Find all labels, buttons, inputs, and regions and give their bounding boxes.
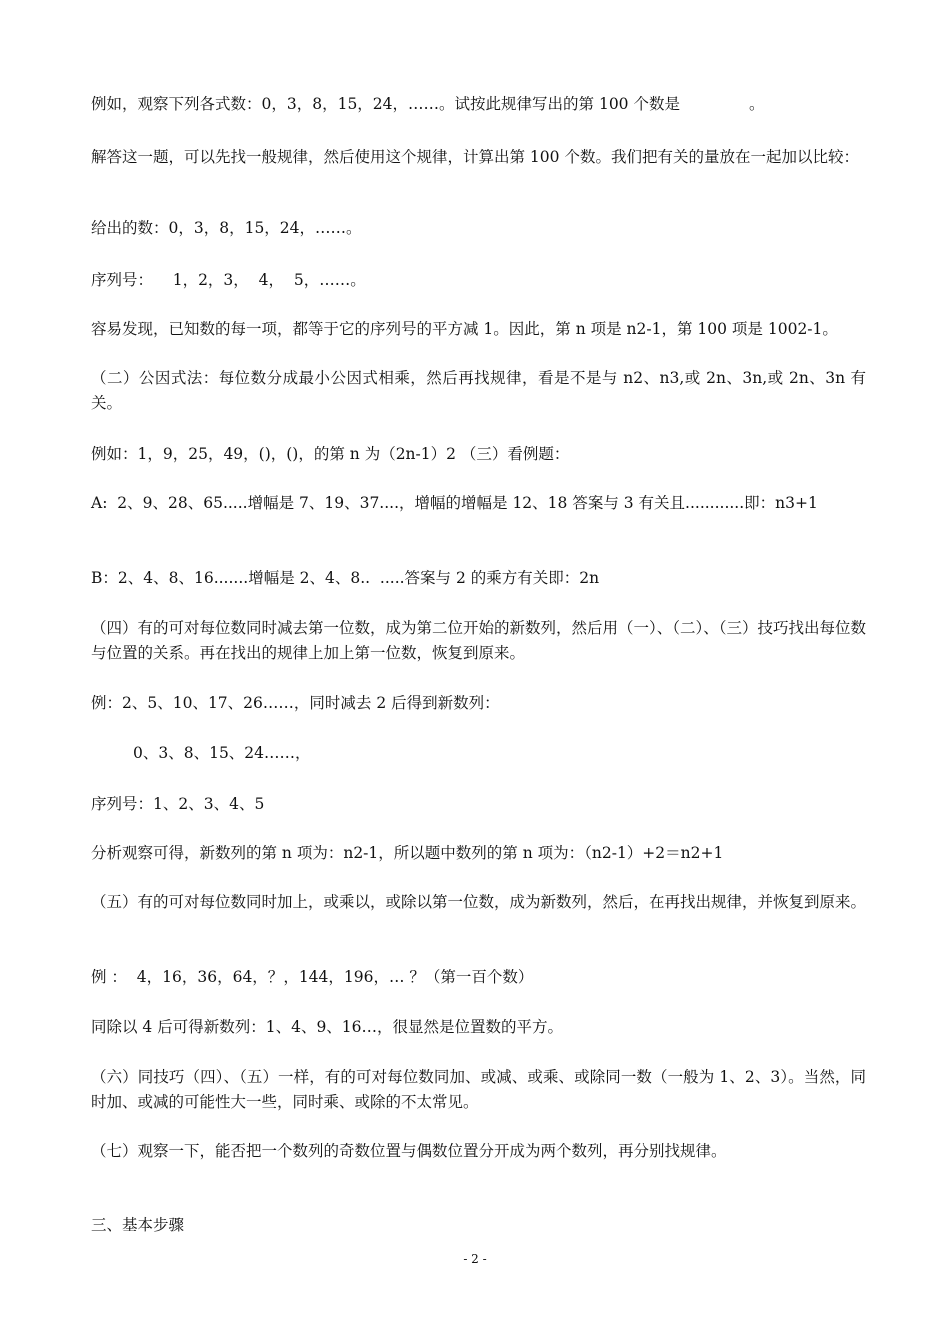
paragraph-new-sequence: 0、3、8、15、24……， [133,744,311,762]
paragraph-example-intro: 例如，观察下列各式数：0，3，8，15，24，……。试按此规律写出的第 100 个数是 。 [91,95,765,113]
section-heading-basic-steps: 三、基本步骤 [91,1216,185,1234]
page-number: - 2 - [463,1252,487,1266]
paragraph-method-five: （五）有的可对每位数同时加上，或乘以，或除以第一位数，成为新数列，然后，在再找出规律，并恢复到原来。 [91,893,867,911]
paragraph-method-two: （二）公因式法：每位数分成最小公因式相乘，然后再找规律，看是不是与 n2、n3,或 2n、3n,或 2n、3n 有关。 [91,369,866,412]
paragraph-solution-method: 解答这一题，可以先找一般规律，然后使用这个规律，计算出第 100 个数。我们把有关的量放在一起加以比较： [91,148,859,166]
paragraph-method-six: （六）同技巧（四）、（五）一样，有的可对每位数同加、或减、或乘、或除同一数（一般为 1、2、3）。当然，同时加、或减的可能性大一些，同时乘、或除的不太常见。 [91,1068,866,1111]
paragraph-method-seven: （七）观察一下，能否把一个数列的奇数位置与偶数位置分开成为两个数列，再分别找规律。 [91,1142,727,1160]
paragraph-example-two: 例如：1，9，25，49，()，()，的第 n 为（2n-1）2 （三）看例题： [91,445,570,463]
paragraph-given-numbers: 给出的数：0，3，8，15，24，……。 [91,219,362,237]
paragraph-example-a: A: 2、9、28、65.....增幅是 7、19、37....，增幅的增幅是 12、18 答案与 3 有关且............即：n3+1 [91,494,818,512]
paragraph-analysis: 分析观察可得，新数列的第 n 项为：n2-1，所以题中数列的第 n 项为：（n2-1）+2＝n2+1 [91,844,724,862]
paragraph-example-four: 例：2、5、10、17、26……，同时减去 2 后得到新数列： [91,694,500,712]
paragraph-discovery: 容易发现，已知数的每一项，都等于它的序列号的平方减 1。因此，第 n 项是 n2-1，第 100 项是 1002-1。 [91,320,838,338]
paragraph-sequence-numbers: 序列号： 1，2，3， 4， 5，……。 [91,271,366,289]
paragraph-example-b: B：2、4、8、16.......增幅是 2、4、8.. .....答案与 2 的乘方有关即：2n [91,569,600,587]
paragraph-sequence-index: 序列号：1、2、3、4、5 [91,795,265,813]
paragraph-divide-result: 同除以 4 后可得新数列：1、4、9、16…，很显然是位置数的平方。 [91,1018,564,1036]
paragraph-method-four: （四）有的可对每位数同时减去第一位数，成为第二位开始的新数列，然后用（一）、（二）、（三）技巧找出每位数与位置的关系。再在找出的规律上加上第一位数，恢复到原来。 [91,619,867,662]
paragraph-example-five: 例 ： 4，16，36，64，？，144，196，… ？（第一百个数） [91,968,534,986]
